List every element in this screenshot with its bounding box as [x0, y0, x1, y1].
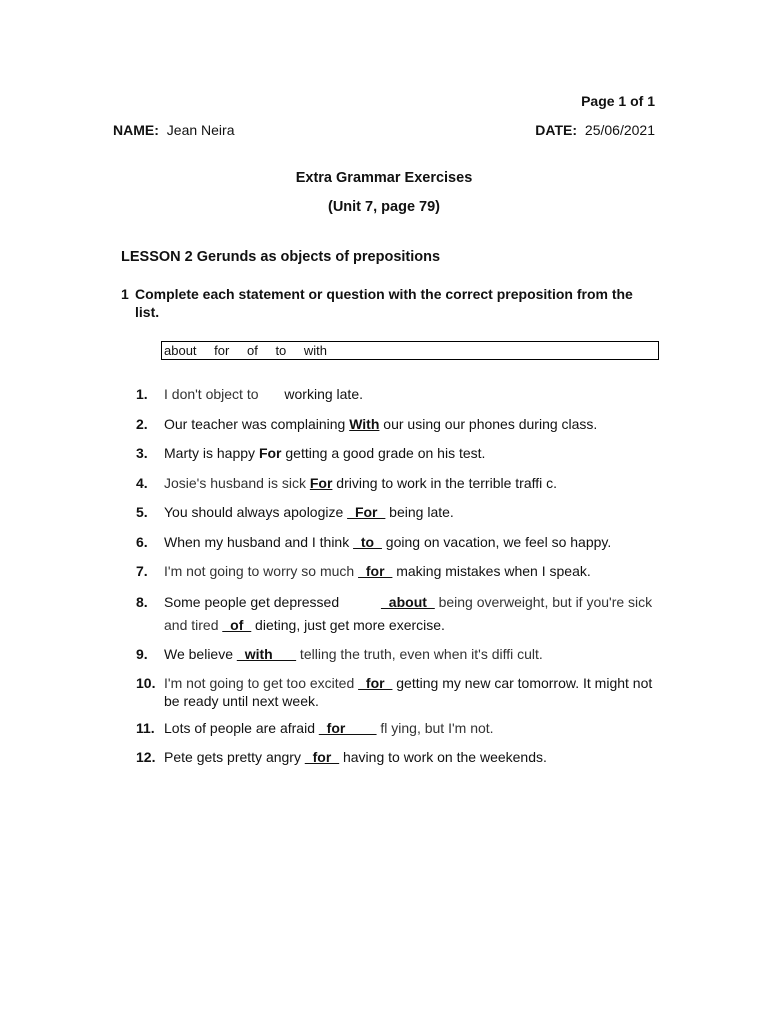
question-text: fl ying, but I'm not.: [376, 720, 494, 736]
question-number: 9.: [136, 646, 148, 662]
question-text: getting a good grade on his test.: [281, 445, 486, 461]
instruction: [121, 285, 641, 321]
answer: With: [349, 416, 380, 432]
question-text: driving to work in the terrible traffi c.: [332, 475, 558, 491]
question-5: [136, 503, 656, 521]
question-text: dieting, just get more exercise.: [251, 617, 445, 633]
answer: _of_: [222, 617, 252, 633]
answer: _For_: [347, 504, 386, 520]
question-text: going on vacation, we feel so happy.: [381, 534, 612, 550]
question-text: Some people get depressed: [164, 594, 344, 610]
question-text: I'm not going to worry so much: [164, 563, 359, 579]
question-number: 12.: [136, 749, 156, 765]
lesson-heading: LESSON 2 Gerunds as objects of prepositions: [121, 249, 441, 265]
question-number: 4.: [136, 475, 148, 491]
question-number: 8.: [136, 594, 148, 610]
answer: For: [309, 475, 333, 491]
question-text: Josie's husband is sick: [164, 475, 310, 491]
question-11: [136, 719, 656, 737]
document-title: Extra Grammar Exercises: [295, 170, 473, 186]
document-subtitle: (Unit 7, page 79): [328, 199, 440, 215]
answer: _with___: [236, 646, 297, 662]
question-1: [136, 385, 656, 403]
question-2: [136, 415, 656, 433]
question-number: 6.: [136, 534, 148, 550]
question-number: 5.: [136, 504, 148, 520]
instruction-number: 1: [121, 286, 129, 302]
question-number: 2.: [136, 416, 148, 432]
question-text: getting my new car tomorrow. It might not be ready until next week.: [164, 675, 653, 709]
question-10: [136, 674, 656, 710]
answer: _to_: [353, 534, 382, 550]
answer: _about_: [381, 594, 435, 610]
question-number: 1.: [136, 386, 148, 402]
question-text: Lots of people are afraid: [164, 720, 319, 736]
question-text: working late.: [284, 386, 363, 402]
name-value: Jean Neira: [166, 122, 235, 138]
question-3: [136, 444, 656, 462]
instruction-text: Complete each statement or question with the correct preposition from the list.: [135, 286, 633, 320]
word-item: about: [164, 343, 197, 358]
answer: _for_: [304, 749, 340, 765]
question-6: [136, 533, 656, 551]
question-text: telling the truth, even when it's diffi cult.: [296, 646, 543, 662]
question-text: We believe: [164, 646, 237, 662]
date-value: 25/06/2021: [584, 122, 655, 138]
word-item: with: [303, 343, 328, 358]
date-label: DATE:: [535, 122, 578, 138]
word-item: of: [246, 343, 258, 358]
word-item: to: [275, 343, 287, 358]
name-row: [113, 122, 234, 138]
question-8: [136, 591, 656, 637]
answer: _for_: [358, 675, 393, 691]
question-text: You should always apologize: [164, 504, 348, 520]
answer: _for____: [318, 720, 377, 736]
name-label: NAME:: [113, 122, 159, 138]
answer: _for_: [358, 563, 393, 579]
page-number: Page 1 of 1: [581, 93, 655, 109]
question-number: 3.: [136, 445, 148, 461]
question-text: When my husband and I think: [164, 534, 354, 550]
question-text: being late.: [385, 504, 454, 520]
question-number: 10.: [136, 675, 156, 691]
question-9: [136, 645, 656, 663]
question-text: having to work on the weekends.: [339, 749, 547, 765]
question-4: [136, 474, 656, 492]
question-number: 7.: [136, 563, 148, 579]
question-text: I'm not going to get too excited: [164, 675, 359, 691]
question-12: [136, 748, 656, 766]
question-text: Our teacher was complaining: [164, 416, 350, 432]
question-text: our using our phones during class.: [379, 416, 598, 432]
date-row: [535, 122, 655, 138]
word-list-box: [161, 341, 659, 360]
answer: For: [258, 445, 282, 461]
question-text: being overweight, but if you're sick and tired: [164, 594, 653, 633]
question-7: [136, 562, 656, 580]
question-text: I don't object to: [164, 386, 263, 402]
question-text: making mistakes when I speak.: [392, 563, 591, 579]
word-item: for: [214, 343, 230, 358]
question-number: 11.: [136, 720, 155, 736]
question-text: Marty is happy: [164, 445, 259, 461]
question-text: Pete gets pretty angry: [164, 749, 305, 765]
